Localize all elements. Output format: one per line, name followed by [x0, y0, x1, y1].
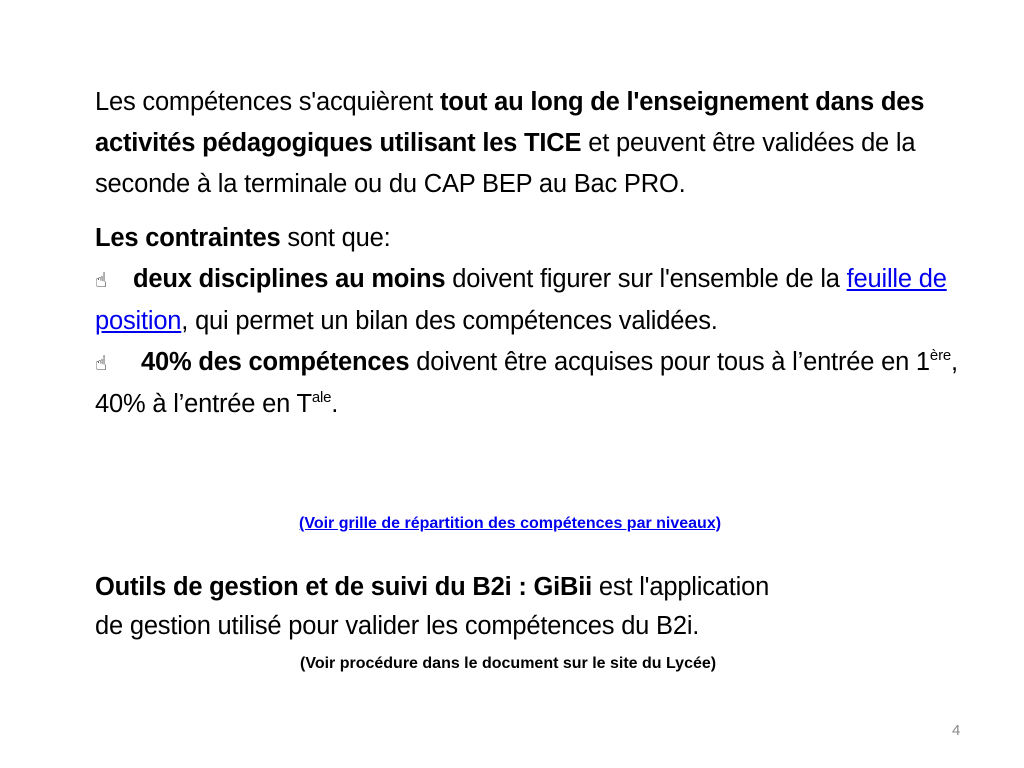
slide-body — [95, 82, 975, 425]
bullet-1-text-2: , qui permet un bilan des compétences validées. — [181, 307, 718, 335]
bullet-2-text-3: . — [331, 390, 339, 418]
hand-pointing-icon: ☝ — [95, 351, 107, 375]
feuille-de-position-link[interactable]: feuille de position — [95, 265, 947, 335]
page-number: 4 — [952, 722, 961, 739]
bullet-1 — [95, 259, 975, 342]
contraintes-heading — [95, 218, 975, 259]
intro-paragraph — [95, 82, 975, 205]
bullet-1-bold: deux disciplines au moins — [133, 265, 446, 293]
intro-rest-text: et peuvent être validées de la seconde à la terminale ou du CAP BEP au Bac PRO. — [95, 129, 916, 198]
hand-pointing-icon: ☝ — [95, 268, 107, 292]
bullet-2-text-2: , 40% à l’entrée en T — [95, 348, 958, 418]
bullet-1-text-1: doivent figurer sur l'ensemble de la — [445, 265, 847, 293]
bullet-2 — [95, 342, 975, 425]
superscript-ale: ale — [311, 389, 332, 406]
bullet-2-text-1: doivent être acquises pour tous à l’entrée en 1 — [409, 348, 930, 376]
intro-text: Les compétences s'acquièrent — [95, 88, 440, 116]
contraintes-title-rest: sont que: — [280, 224, 391, 252]
grille-repartition-link[interactable]: (Voir grille de répartition des compétences par niveaux) — [299, 515, 722, 532]
procedure-note: (Voir procédure dans le document sur le site du Lycée) — [300, 655, 717, 672]
outils-line-1-rest: est l'application — [592, 573, 770, 601]
superscript-ere: ère — [929, 347, 952, 364]
outils-line-2: de gestion utilisé pour valider les compétences du B2i. — [95, 612, 700, 640]
contraintes-title: Les contraintes — [95, 224, 281, 252]
outils-bold: Outils de gestion et de suivi du B2i : GiBii — [95, 573, 593, 601]
intro-bold-text: tout au long de l'enseignement dans des activités pédagogiques utilisant les TICE — [95, 88, 925, 157]
bullet-2-bold: 40% des compétences — [141, 348, 410, 376]
outils-line-1 — [95, 568, 975, 607]
outils-section — [95, 568, 975, 646]
